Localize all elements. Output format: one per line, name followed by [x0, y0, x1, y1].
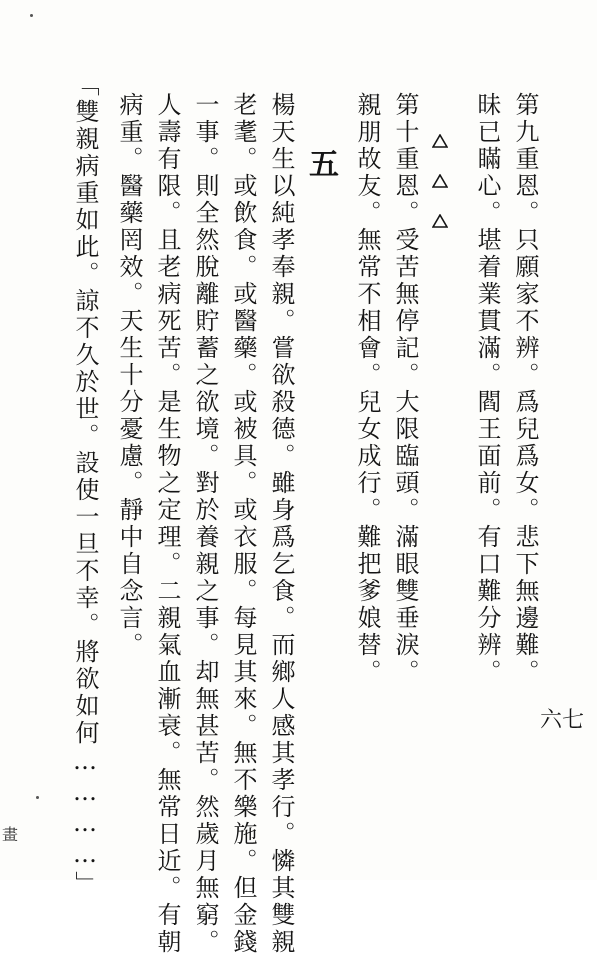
ink-speck [36, 796, 39, 799]
text-column-3: 第十重恩。受苦無停記。大限臨頭。滿眼雙垂淚。 [391, 92, 419, 686]
section-separator [423, 134, 457, 274]
margin-mark: 畫 [2, 825, 19, 844]
text-column-6: 老耄。或飲食。或醫藥。或被具。或衣服。每見其來。無不樂施。但金錢 [229, 92, 257, 956]
triangle-icon [432, 214, 448, 228]
page-number: 六七 [540, 708, 585, 733]
section-heading: 五 [303, 148, 338, 178]
text-column-2: 昧已瞞心。堪着業貫滿。閻王面前。有口難分辨。 [473, 92, 501, 686]
ink-speck [30, 14, 33, 17]
text-column-10: 「雙親病重如此。諒不久於世。設使一旦不幸。將欲如何…………」 [71, 72, 99, 898]
triangle-icon [432, 174, 448, 188]
text-column-4: 親朋故友。無常不相會。兒女成行。難把爹娘替。 [353, 92, 381, 686]
text-column-1: 第九重恩。只願家不辨。爲兒爲女。悲下無邊難。 [511, 92, 539, 686]
text-column-7: 一事。則全然脫離貯蓄之欲境。對於養親之事。却無甚苦。然歲月無窮。 [191, 92, 219, 956]
text-column-8: 人壽有限。且老病死苦。是生物之定理。二親氣血漸衰。無常日近。有朝 [153, 92, 181, 956]
text-column-5: 楊天生以純孝奉親。嘗欲殺德。雖身爲乞食。而鄉人感其孝行。憐其雙親 [267, 92, 295, 956]
triangle-icon [432, 134, 448, 148]
text-column-9: 病重。醫藥罔效。天生十分憂慮。靜中自念言。 [115, 92, 143, 659]
